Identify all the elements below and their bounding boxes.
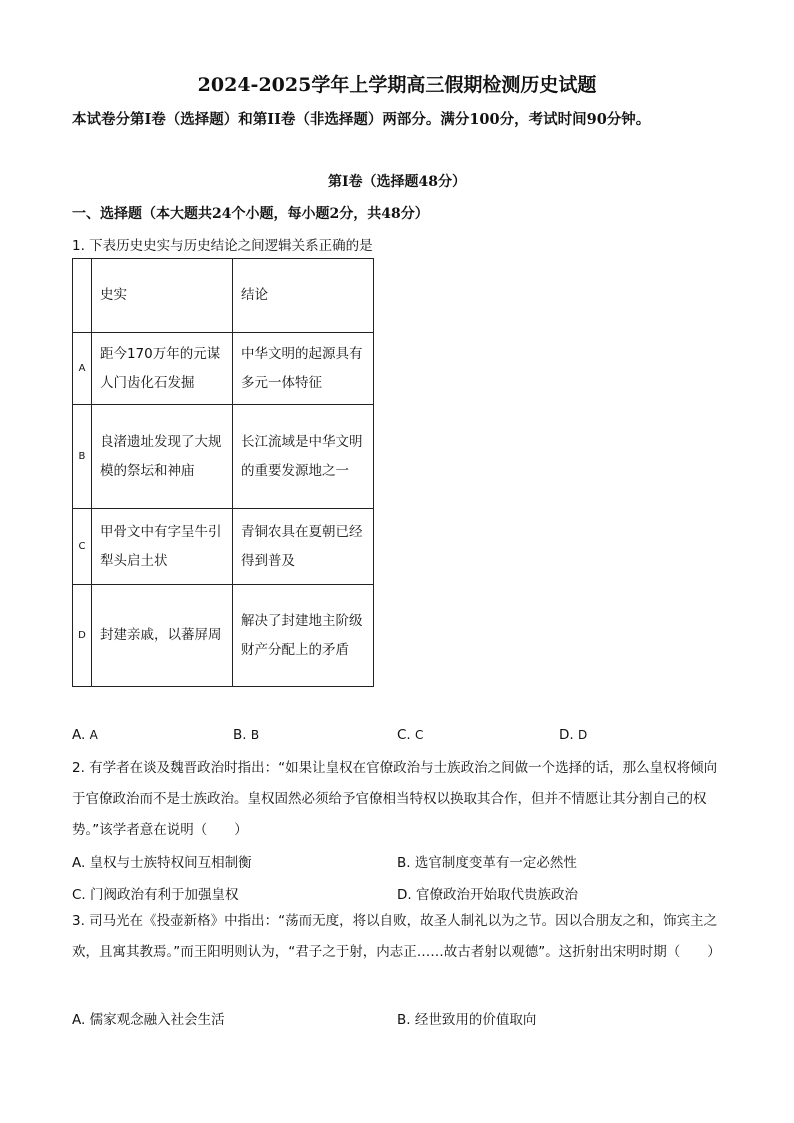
row-fact: 良渚遗址发现了大规模的祭坛和神庙 (91, 405, 232, 509)
row-fact: 距今170万年的元谋人门齿化石发掘 (91, 333, 232, 405)
table-row (73, 333, 374, 405)
row-fact: 甲骨文中有字呈牛引犁头启土状 (91, 509, 232, 585)
option-letter: A. (72, 727, 86, 743)
row-conclusion: 长江流域是中华文明的重要发源地之一 (232, 405, 373, 509)
question-2-option-c[interactable]: C. 门阀政治有利于加强皇权 (72, 887, 239, 903)
question-1-option-a[interactable] (72, 727, 98, 743)
option-text: D (577, 728, 588, 742)
question-1-stem: 1. 下表历史史实与历史结论之间逻辑关系正确的是 (72, 238, 373, 254)
exam-intro: 本试卷分第Ⅰ卷（选择题）和第II卷（非选择题）两部分。满分100分，考试时间90分钟。 (72, 111, 651, 128)
table-row (73, 405, 374, 509)
question-3-option-b[interactable]: B. 经世致用的价值取向 (397, 1012, 537, 1028)
question-3-option-a[interactable]: A. 儒家观念融入社会生活 (72, 1012, 225, 1028)
exam-title: 2024-2025学年上学期高三假期检测历史试题 (197, 74, 597, 96)
table-header-fact: 史实 (91, 259, 232, 333)
row-fact: 封建亲戚，以蕃屏周 (91, 585, 232, 687)
question-2-option-d[interactable]: D. 官僚政治开始取代贵族政治 (397, 887, 578, 903)
row-conclusion: 青铜农具在夏朝已经得到普及 (232, 509, 373, 585)
question-2-stem: 2. 有学者在谈及魏晋政治时指出：“如果让皇权在官僚政治与士族政治之间做一个选择的话，那么皇权将倾向于官僚政治而不是士族政治。皇权固然必须给予官僚相当特权以换取其合作，但并不情愿让其分割自己的权势。”该学者意在说明（ ） (72, 760, 718, 838)
question-2-option-a[interactable]: A. 皇权与士族特权间互相制衡 (72, 855, 252, 871)
option-text: A (89, 728, 98, 742)
section-heading-part1: 第Ⅰ卷（选择题48分） (327, 174, 467, 190)
table-row (73, 509, 374, 585)
table-header-row (73, 259, 374, 333)
option-letter: D. (559, 727, 574, 743)
option-letter: C. (397, 727, 411, 743)
section-heading-choice: 一、选择题（本大题共24个小题，每小题2分，共48分） (72, 206, 429, 222)
row-conclusion: 解决了封建地主阶级财产分配上的矛盾 (232, 585, 373, 687)
question-1-option-c[interactable] (397, 727, 423, 743)
question-1-table (72, 258, 374, 687)
question-2-option-b[interactable]: B. 选官制度变革有一定必然性 (397, 855, 577, 871)
row-label: B (73, 405, 92, 509)
row-label: A (73, 333, 92, 405)
question-1-option-b[interactable] (233, 727, 259, 743)
row-conclusion: 中华文明的起源具有多元一体特征 (232, 333, 373, 405)
row-label: D (73, 585, 92, 687)
option-text: B (250, 728, 260, 742)
question-1-option-d[interactable] (559, 727, 587, 743)
option-letter: B. (233, 727, 247, 743)
table-cell (73, 259, 92, 333)
question-3-stem: 3. 司马光在《投壶新格》中指出：“荡而无度，将以自败，故圣人制礼以为之节。因以合朋友之和，饰宾主之欢，且寓其教焉。”而王阳明则认为，“君子之于射，内志正……故古者射以观德”。这折射出宋明时期（ ） (72, 913, 721, 960)
option-text: C (415, 728, 424, 742)
table-row (73, 585, 374, 687)
table-header-conclusion: 结论 (232, 259, 373, 333)
row-label: C (73, 509, 92, 585)
